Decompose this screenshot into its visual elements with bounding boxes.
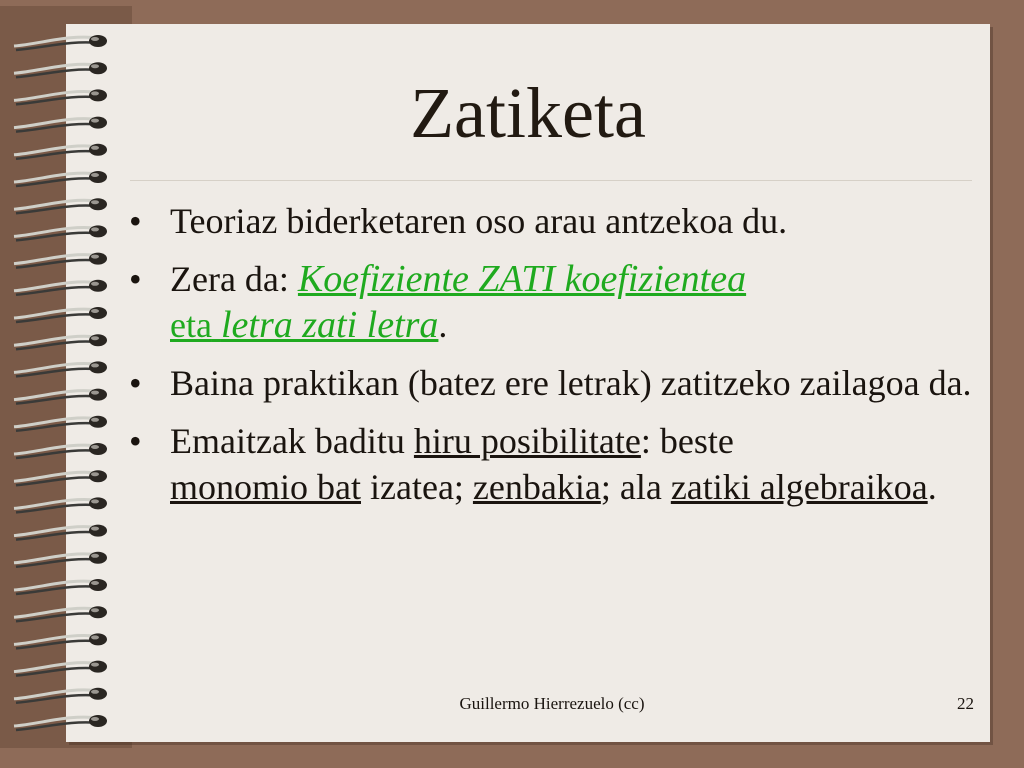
binding-coil	[14, 416, 107, 431]
bullet-item-2	[126, 256, 976, 348]
underlined-algebraic-fraction: zatiki algebraikoa	[670, 467, 928, 507]
binding-coil	[14, 470, 107, 485]
binding-coil	[14, 361, 107, 376]
binding-coil	[14, 552, 107, 567]
binding-coil	[14, 443, 107, 458]
binding-coil	[14, 606, 107, 621]
binding-coil	[14, 525, 107, 540]
bullet-text: .	[927, 467, 937, 507]
binding-coil	[14, 633, 107, 648]
title-divider	[130, 180, 972, 181]
footer-author: Guillermo Hierrezuelo (cc)	[459, 694, 645, 713]
binding-coil	[14, 334, 107, 349]
binding-coil	[14, 198, 107, 213]
bullet-lead: Emaitzak baditu	[170, 421, 414, 461]
bullet-text: ; ala	[600, 467, 671, 507]
bullet-text: : beste	[640, 421, 734, 461]
underlined-three-possibilities: hiru posibilitate	[413, 421, 641, 461]
binding-coil	[14, 280, 107, 295]
binding-coil	[14, 389, 107, 404]
highlight-letter-rule: letra zati letra	[220, 304, 439, 346]
binding-coil	[14, 307, 107, 322]
bullet-item-1	[126, 198, 976, 244]
binding-coil	[14, 253, 107, 268]
slide-title: Zatiketa	[410, 73, 646, 153]
bullet-text: Teoriaz biderketaren oso arau antzekoa du.	[170, 201, 788, 241]
bullet-marker: •	[129, 363, 142, 403]
underlined-number: zenbakia	[472, 467, 601, 507]
bullet-tail: .	[438, 305, 448, 345]
underlined-monomial: monomio bat	[170, 467, 361, 507]
highlight-coefficient-rule: Koefiziente ZATI koefizientea	[297, 258, 747, 300]
binding-coil	[14, 497, 107, 512]
bullet-lead: Zera da:	[170, 259, 298, 299]
bullet-marker: •	[129, 201, 142, 241]
highlight-eta: eta	[170, 305, 212, 345]
bullet-item-4	[126, 418, 976, 510]
binding-coil	[14, 661, 107, 676]
binding-coil	[14, 171, 107, 186]
binding-coil	[14, 688, 107, 703]
binding-coil	[14, 715, 107, 730]
bullet-item-3	[126, 360, 976, 406]
binding-coil	[14, 579, 107, 594]
bullet-text: Baina praktikan (batez ere letrak) zatitzeko zailagoa da.	[170, 363, 972, 403]
bullet-marker: •	[129, 259, 142, 299]
bullet-marker: •	[129, 421, 142, 461]
binding-coil	[14, 225, 107, 240]
page-number: 22	[957, 694, 974, 713]
bullet-text: izatea;	[361, 467, 473, 507]
binding-coil	[14, 35, 107, 50]
bullet-list	[126, 198, 976, 522]
